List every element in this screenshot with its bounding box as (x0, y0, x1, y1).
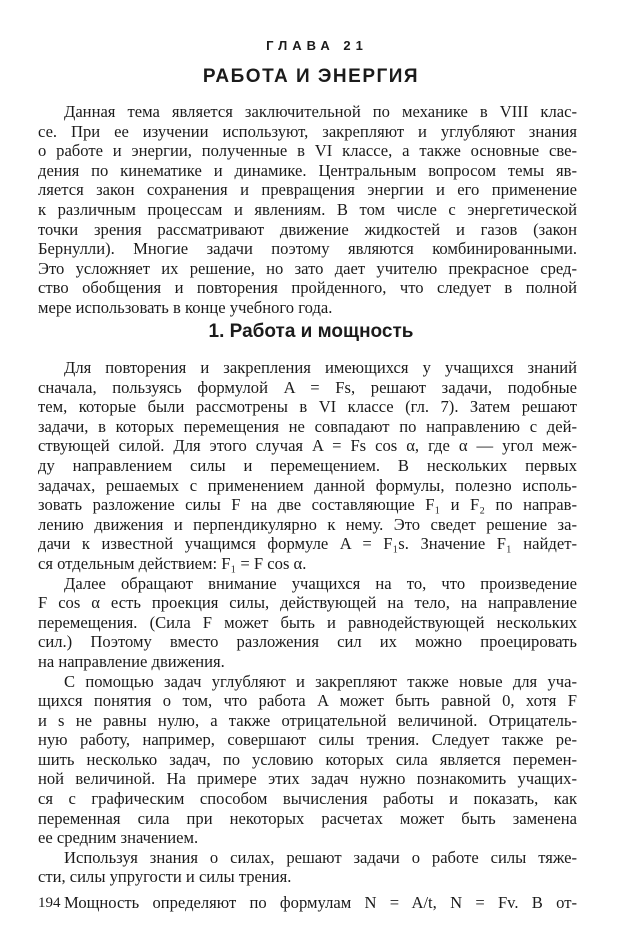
text-line: ство обобщения и повторения пройденного, что следует в полной (38, 278, 577, 298)
text-line: перемещения. (Сила F может быть и равнодействующей нескольких (38, 612, 577, 632)
page-number: 194 (38, 895, 61, 911)
text-line: Далее обращают внимание учащихся на то, что произведение (64, 573, 577, 593)
text-line: Используя знания о силах, решают задачи о работе силы тяже- (64, 847, 577, 867)
text-line: Бернулли). Многие задачи поэтому являются комбинированными. (38, 239, 577, 259)
text-line: мере использовать в конце учебного года. (38, 297, 333, 317)
text-line: дачи к известной учащимся формуле A = F₁s. Значение F₁ найдет- (38, 534, 577, 554)
text-line: зовать разложение силы F на две составляющие F₁ и F₂ по направ- (38, 495, 577, 515)
text-line: шить несколько задач, по условию которых сила является перемен- (38, 749, 577, 769)
text-line: ную работу, например, совершают силы трения. Следует также ре- (38, 730, 577, 750)
text-line: Мощность определяют по формулам N = A/t, N = Fv. В от- (64, 893, 577, 913)
text-line: F cos α есть проекция силы, действующей на тело, на направление (38, 593, 577, 613)
text-line: задачах, решаемых с применением данной формулы, полезно исполь- (38, 475, 577, 495)
text-line: о работе и энергии, полученные в VI классе, а также основные све- (38, 141, 577, 161)
chapter-label: ГЛАВА 21 (266, 38, 368, 53)
text-line: ся отдельным действием: F₁ = F cos α. (38, 553, 307, 573)
text-line: тем, которые были рассмотрены в VI классе (гл. 7). Затем решают (38, 397, 577, 417)
text-line: се. При ее изучении используют, закрепляют и углубляют знания (38, 121, 577, 141)
text-line: лению движения и перпендикулярно к нему. Это сведет решение за- (38, 514, 577, 534)
text-line: дения по кинематике и динамике. Центральным вопросом темы яв- (38, 160, 577, 180)
text-line: ствующей силой. Для этого случая A = Fs cos α, где α — угол меж- (38, 436, 577, 456)
text-line: ся с графическим способом вычисления работы и показать, как (38, 789, 577, 809)
text-line: задачи, в которых перемещения не совпадают по направлению с дей- (38, 416, 577, 436)
text-line: и s не равны нулю, а также отрицательной величиной. Отрицатель- (38, 710, 577, 730)
text-line: С помощью задач углубляют и закрепляют также новые для уча- (64, 671, 577, 691)
text-line: ее средним значением. (38, 828, 199, 848)
text-line: сначала, пользуясь формулой A = Fs, решают задачи, подобные (38, 377, 577, 397)
text-line: сил.) Поэтому вместо разложения сил их можно проецировать (38, 632, 577, 652)
text-line: ду направлением силы и перемещением. В нескольких первых (38, 455, 577, 475)
text-line: точки зрения рассматривают движение жидкостей и газов (закон (38, 219, 577, 239)
text-line: Это усложняет их решение, но зато дает учителю прекрасное сред- (38, 258, 577, 278)
section-title: 1. Работа и мощность (208, 321, 414, 342)
intro-paragraph (38, 102, 577, 318)
text-line: на направление движения. (38, 651, 225, 671)
text-line: щихся понятия о том, что работа A может быть равной 0, хотя F (38, 691, 577, 711)
text-line: Для повторения и закрепления имеющихся у учащихся знаний (64, 358, 577, 377)
text-line: ляется закон сохранения и превращения энергии и его применение (38, 180, 577, 200)
chapter-title: РАБОТА И ЭНЕРГИЯ (202, 66, 420, 87)
text-line: переменная сила при некоторых расчетах может быть заменена (38, 808, 577, 828)
text-line: к различным процессам и явлениям. В том числе с энергетической (38, 199, 577, 219)
paragraph-1 (38, 358, 577, 913)
text-line: ной величиной. На примере этих задач нужно познакомить учащих- (38, 769, 577, 789)
text-line: Данная тема является заключительной по механике в VIII клас- (64, 102, 577, 121)
text-line: сти, силы упругости и силы трения. (38, 867, 292, 887)
